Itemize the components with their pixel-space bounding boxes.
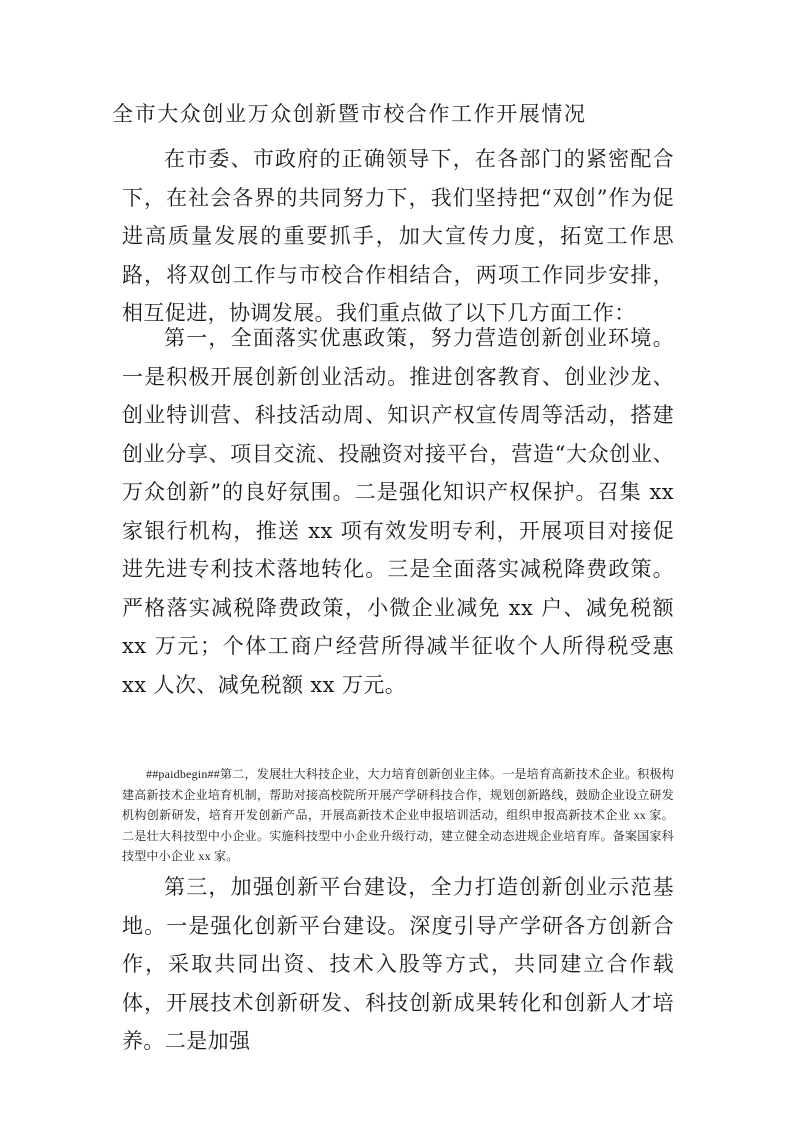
document-title: 全市大众创业万众创新暨市校合作工作开展情况	[112, 102, 587, 126]
paragraph-first-section: 第一，全面落实优惠政策，努力营造创新创业环境。一是积极开展创新创业活动。推进创客教育、创业沙龙、创业特训营、科技活动周、知识产权宣传周等活动，搭建创业分享、项目交流、投融资对接平台，营造“大众创业、万众创新”的良好氛围。二是强化知识产权保护。召集 xx 家银行机构，推送 xx 项有效发明专利，开展项目对接促进先进专利技术落地转化。三是全面落实减税降费政策。严格落实减税降费政策，小微企业减免 xx 户、减免税额 xx 万元；个体工商户经营所得减半征收个人所得税受惠 xx 人次、减免税额 xx 万元。	[122, 326, 674, 697]
paragraph-third-section: 第三，加强创新平台建设，全力打造创新创业示范基地。一是强化创新平台建设。深度引导产学研各方创新合作，采取共同出资、技术入股等方式，共同建立合作载体，开展技术创新研发、科技创新成果转化和创新人才培养。二是加强	[122, 875, 674, 1053]
paragraph-intro: 在市委、市政府的正确领导下，在各部门的紧密配合下，在社会各界的共同努力下，我们坚持把“双创”作为促进高质量发展的重要抓手，加大宣传力度，拓宽工作思路，将双创工作与市校合作相结合，两项工作同步安排，相互促进，协调发展。我们重点做了以下几方面工作：	[122, 147, 674, 325]
paragraph-second-section: ##paidbegin##第二，发展壮大科技企业，大力培育创新创业主体。一是培育高新技术企业。积极构建高新技术企业培育机制，帮助对接高校院所开展产学研科技合作，规划创新路线，鼓励企业设立研发机构创新研发，培育开发创新产品，开展高新技术企业申报培训活动，组织申报高新技术企业 xx 家。二是壮大科技型中小企业。实施科技型中小企业升级行动，建立健全动态进规企业培育库。备案国家科技型中小企业 xx 家。	[122, 767, 674, 863]
